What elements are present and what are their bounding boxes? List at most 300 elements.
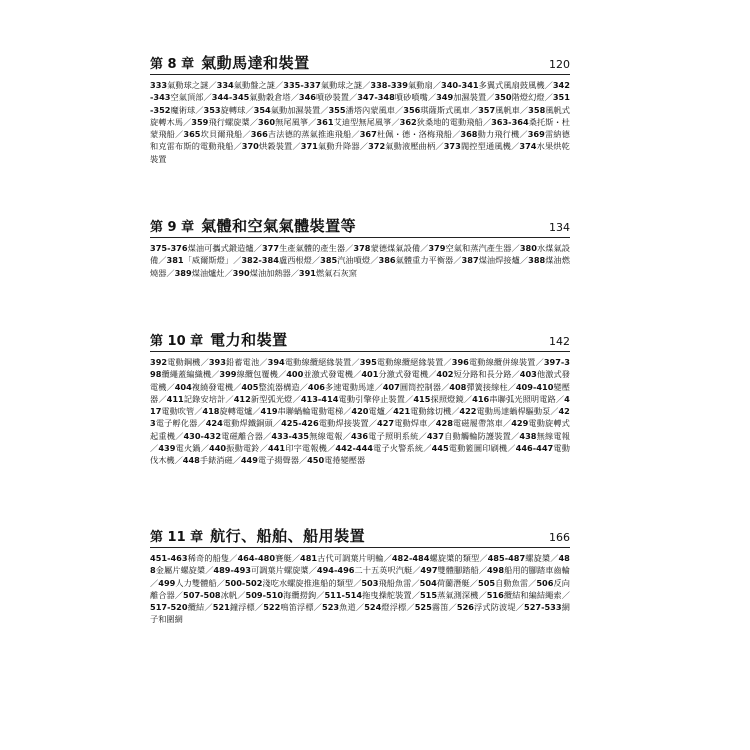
chapter-title: 航行、船舶、船用裝置 bbox=[210, 527, 366, 545]
entry-title: 二十五英呎汽艇 bbox=[354, 565, 413, 576]
entry-separator: ／ bbox=[195, 104, 204, 115]
entry-title: 煤油焊接爐 bbox=[478, 255, 520, 266]
entry-title: 螺旋槳 bbox=[525, 553, 551, 563]
entry-number: 400 bbox=[286, 369, 304, 380]
entry-separator: ／ bbox=[166, 267, 175, 278]
entry-number: 354 bbox=[253, 104, 271, 115]
toc-entry bbox=[183, 590, 237, 600]
entry-title: 電動焊車 bbox=[394, 418, 428, 429]
entry-number: 360 bbox=[257, 116, 276, 127]
entry-separator: ／ bbox=[511, 243, 520, 253]
entry-title: 自動觸輪防護裝置 bbox=[443, 430, 512, 441]
entry-title: 生產氣體的產生器 bbox=[279, 243, 346, 253]
entry-number: 437 bbox=[426, 430, 444, 441]
entry-number: 333 bbox=[150, 80, 168, 90]
toc-entry bbox=[183, 431, 263, 441]
toc-entry bbox=[379, 255, 454, 265]
entry-number: 433-435 bbox=[271, 430, 310, 441]
chapter-title: 電力和裝置 bbox=[210, 331, 288, 349]
entry-separator: ／ bbox=[211, 369, 220, 380]
entry-separator: ／ bbox=[519, 129, 528, 140]
entry-separator: ／ bbox=[200, 443, 210, 454]
entry-number: 489-493 bbox=[213, 565, 251, 576]
entry-number: 482-484 bbox=[391, 553, 430, 563]
entry-number: 450 bbox=[307, 455, 325, 466]
entry-separator: ／ bbox=[174, 589, 184, 600]
toc-entry bbox=[432, 443, 508, 453]
entry-title: 複繞發電機 bbox=[191, 381, 234, 392]
entry-title: 氣動球之謎 bbox=[167, 80, 209, 90]
entry-number: 464-480 bbox=[237, 553, 276, 563]
entry-separator: ／ bbox=[507, 381, 516, 392]
toc-entry bbox=[452, 357, 536, 367]
entry-separator: ／ bbox=[263, 430, 272, 441]
entry-separator: ／ bbox=[197, 418, 206, 429]
toc-entry bbox=[268, 443, 327, 453]
toc-entry bbox=[360, 357, 444, 367]
entry-title: 纜結 bbox=[187, 602, 205, 613]
toc-entry bbox=[262, 243, 345, 253]
entry-title: 蒸氣測深機 bbox=[437, 589, 479, 600]
entry-title: 新型弧光燈 bbox=[250, 393, 293, 404]
entry-number: 353 bbox=[203, 104, 221, 115]
chapter-header bbox=[150, 329, 570, 349]
toc-entry bbox=[436, 418, 503, 428]
entry-separator: ／ bbox=[208, 80, 217, 90]
toc-entry bbox=[158, 443, 200, 453]
entry-separator: ／ bbox=[452, 129, 461, 140]
entry-number: 344-345 bbox=[211, 92, 250, 103]
entry-number: 516 bbox=[486, 589, 504, 600]
toc-entry bbox=[183, 455, 233, 465]
toc-entry bbox=[494, 92, 544, 102]
entry-title: 無線電報 bbox=[309, 430, 343, 441]
entry-number: 388 bbox=[528, 255, 546, 266]
entry-number: 418 bbox=[202, 406, 220, 417]
entry-title: 電動馬達蝸桿驅動泵 bbox=[476, 406, 551, 417]
entry-title: 琪薩斯式風車 bbox=[420, 104, 470, 115]
entry-separator: ／ bbox=[443, 357, 452, 367]
entry-separator: ／ bbox=[311, 255, 321, 266]
entry-title: 「威爾斯燈」 bbox=[183, 255, 234, 266]
entry-separator: ／ bbox=[254, 602, 264, 613]
entry-number: 379 bbox=[428, 243, 446, 253]
entry-number: 436 bbox=[351, 430, 369, 441]
toc-entry bbox=[377, 418, 427, 428]
toc-entry bbox=[261, 406, 344, 416]
chapter-8 bbox=[150, 52, 570, 165]
entry-title: 噴砂噴嘴 bbox=[394, 92, 428, 103]
toc-entry bbox=[150, 602, 204, 612]
entry-separator: ／ bbox=[441, 381, 450, 392]
entry-number: 505 bbox=[478, 577, 496, 588]
toc-entry bbox=[324, 590, 411, 600]
entry-title: 短分路和長分路 bbox=[453, 369, 512, 380]
entry-title: 人力雙體船 bbox=[175, 577, 217, 588]
entry-title: 電動伐木機 bbox=[150, 443, 570, 466]
toc-entry bbox=[335, 443, 423, 453]
entry-separator: ／ bbox=[418, 430, 427, 441]
entry-title: 潘塔內蒙風車 bbox=[345, 104, 395, 115]
entry-number: 406 bbox=[307, 381, 325, 392]
toc-entry bbox=[167, 255, 234, 265]
toc-entry bbox=[212, 92, 291, 102]
chapter-10 bbox=[150, 329, 570, 467]
entry-number: 413-414 bbox=[300, 393, 339, 404]
entry-number: 395 bbox=[359, 357, 377, 367]
entry-title: 階燈幻燈 bbox=[511, 92, 545, 103]
entry-separator: ／ bbox=[411, 589, 420, 600]
toc-entry bbox=[370, 80, 432, 90]
entry-number: 481 bbox=[300, 553, 318, 563]
entry-title: 電磁離合器 bbox=[221, 430, 264, 441]
entry-number: 334 bbox=[216, 80, 234, 90]
entry-separator: ／ bbox=[224, 267, 233, 278]
entry-number: 369 bbox=[527, 129, 545, 140]
chapter-divider bbox=[150, 547, 570, 548]
toc-entry bbox=[413, 394, 463, 404]
entry-title: 電動旋轉式起重機 bbox=[150, 418, 570, 441]
entry-separator: ／ bbox=[550, 406, 559, 417]
toc-entry bbox=[436, 369, 511, 379]
entry-title: 煤油加熱器 bbox=[249, 267, 291, 278]
entry-number: 421 bbox=[393, 406, 411, 417]
entry-number: 420 bbox=[351, 406, 369, 417]
entry-separator: ／ bbox=[561, 589, 570, 600]
entry-title: 坎貝爾飛船 bbox=[200, 129, 243, 140]
entry-title: 並激式發電機 bbox=[303, 369, 354, 380]
entry-number: 338-339 bbox=[370, 80, 408, 90]
entry-number: 503 bbox=[361, 577, 379, 588]
entry-title: 氣動液壓曲柄 bbox=[385, 141, 436, 152]
toc-entry bbox=[307, 455, 365, 465]
chapter-header bbox=[150, 52, 570, 72]
entry-title: 風帆車 bbox=[495, 104, 520, 115]
chapter-divider bbox=[150, 74, 570, 75]
entry-title: 烘穀裝置 bbox=[258, 141, 293, 152]
entry-number: 507-508 bbox=[183, 589, 221, 600]
entry-number: 356 bbox=[403, 104, 421, 115]
entry-title: 金屬片螺旋槳 bbox=[155, 565, 206, 576]
entry-title: 霧笛 bbox=[431, 602, 449, 613]
entry-separator: ／ bbox=[511, 430, 520, 441]
toc-entry bbox=[457, 602, 516, 612]
entry-title: 加濕裝置 bbox=[453, 92, 487, 103]
entry-separator: ／ bbox=[463, 393, 473, 404]
entry-title: 串聯弧光照明電路 bbox=[489, 393, 556, 404]
entry-title: 反向離合器 bbox=[150, 577, 570, 600]
entry-separator: ／ bbox=[555, 393, 565, 404]
entry-title: 電動鋼機 bbox=[167, 357, 201, 367]
entry-title: 冰帆 bbox=[220, 589, 238, 600]
toc-entry bbox=[213, 565, 308, 575]
entry-number: 362 bbox=[399, 116, 417, 127]
toc-entry bbox=[283, 80, 362, 90]
entry-separator: ／ bbox=[290, 267, 299, 278]
chapter-11 bbox=[150, 525, 570, 626]
entry-title: 煤油爐灶 bbox=[191, 267, 225, 278]
entry-title: 串聯蝸輪電動電梯 bbox=[277, 406, 344, 417]
entry-separator: ／ bbox=[158, 255, 167, 266]
entry-number: 446-447 bbox=[515, 443, 554, 454]
entry-title: 旋轉電爐 bbox=[219, 406, 253, 417]
entry-title: 無尾風箏 bbox=[275, 116, 309, 127]
entry-title: 船用的腳踏車齒輪 bbox=[504, 565, 570, 576]
chapter-title: 氣動馬達和裝置 bbox=[201, 54, 310, 72]
entry-separator: ／ bbox=[233, 255, 242, 266]
toc-entry bbox=[263, 602, 313, 612]
entry-number: 485-487 bbox=[487, 553, 526, 563]
entry-separator: ／ bbox=[469, 577, 479, 588]
entry-title: 荷蘭潛艇 bbox=[436, 577, 470, 588]
toc-entry bbox=[460, 129, 519, 139]
entry-title: 鳴笛浮標 bbox=[280, 602, 314, 613]
entry-number: 412 bbox=[233, 393, 251, 404]
toc-entry bbox=[322, 602, 356, 612]
entry-separator: ／ bbox=[420, 243, 429, 253]
entry-separator: ／ bbox=[194, 406, 203, 417]
chapter-header bbox=[150, 525, 570, 545]
entry-number: 405 bbox=[241, 381, 259, 392]
chapter-header bbox=[150, 215, 570, 235]
entry-separator: ／ bbox=[292, 141, 301, 152]
entry-title: 氣動升降器 bbox=[317, 141, 360, 152]
entry-separator: ／ bbox=[395, 104, 404, 115]
entry-title: 記錄安培計 bbox=[183, 393, 226, 404]
toc-entry bbox=[361, 578, 411, 588]
toc-entry bbox=[392, 553, 479, 563]
toc-entry bbox=[351, 431, 418, 441]
toc-entry bbox=[420, 578, 470, 588]
entry-separator: ／ bbox=[427, 418, 436, 429]
toc-entry bbox=[268, 357, 352, 367]
entry-separator: ／ bbox=[272, 418, 282, 429]
entry-number: 387 bbox=[461, 255, 479, 266]
entry-separator: ／ bbox=[277, 369, 287, 380]
toc-entry bbox=[428, 243, 511, 253]
entry-title: 探照燈鏡 bbox=[430, 393, 464, 404]
entry-title: 電子照明系統 bbox=[368, 430, 419, 441]
entry-title: 杜佩・德・洛梅飛船 bbox=[376, 129, 453, 140]
toc-entry bbox=[393, 406, 451, 416]
entry-title: 電子揚聲器 bbox=[257, 455, 299, 466]
entry-separator: ／ bbox=[150, 577, 159, 588]
entry-number: 428 bbox=[435, 418, 453, 429]
toc-entry bbox=[308, 382, 375, 392]
entry-separator: ／ bbox=[528, 577, 537, 588]
entry-separator: ／ bbox=[351, 129, 360, 140]
chapter-number: 第 11 章 bbox=[150, 530, 204, 545]
entry-separator: ／ bbox=[383, 553, 392, 563]
toc-entry bbox=[217, 80, 275, 90]
entry-separator: ／ bbox=[435, 141, 444, 152]
entry-separator: ／ bbox=[253, 243, 262, 253]
entry-number: 370 bbox=[241, 141, 259, 152]
entry-title: 多翼式風扇鼓風機 bbox=[478, 80, 545, 90]
entry-separator: ／ bbox=[359, 141, 369, 152]
entry-number: 517-520 bbox=[150, 602, 188, 613]
entry-number: 357 bbox=[478, 104, 496, 115]
entry-title: 電捲變壓器 bbox=[324, 455, 366, 466]
toc-entry bbox=[225, 578, 353, 588]
toc-entry bbox=[316, 117, 391, 127]
entry-title: 電動吹管 bbox=[161, 406, 195, 417]
entry-number: 430-432 bbox=[183, 430, 222, 441]
entry-title: 分激式發電機 bbox=[378, 369, 429, 380]
entry-title: 纜繩蓋編織機 bbox=[161, 369, 212, 380]
entry-number: 349 bbox=[436, 92, 454, 103]
entry-number: 390 bbox=[232, 267, 250, 278]
entry-number: 522 bbox=[263, 602, 281, 613]
entry-title: 噴砂裝置 bbox=[315, 92, 349, 103]
entry-separator: ／ bbox=[203, 92, 212, 103]
entry-number: 429 bbox=[511, 418, 529, 429]
entry-number: 392 bbox=[150, 357, 168, 367]
entry-separator: ／ bbox=[259, 357, 268, 367]
entry-title: 飛船魚雷 bbox=[378, 577, 412, 588]
entry-separator: ／ bbox=[175, 430, 184, 441]
entry-separator: ／ bbox=[351, 357, 360, 367]
entry-separator: ／ bbox=[502, 418, 512, 429]
entry-number: 386 bbox=[378, 255, 396, 266]
entry-title: 自動魚雷 bbox=[495, 577, 529, 588]
entry-number: 361 bbox=[316, 116, 334, 127]
entry-title: 氣動加濕裝置 bbox=[270, 104, 321, 115]
toc-entry bbox=[206, 418, 273, 428]
entry-number: 409-410 bbox=[515, 381, 554, 392]
entry-separator: ／ bbox=[158, 393, 167, 404]
toc-entry bbox=[150, 243, 254, 253]
entry-title: 氣動穀倉塔 bbox=[249, 92, 291, 103]
toc-entry bbox=[364, 602, 406, 612]
entry-separator: ／ bbox=[290, 92, 299, 103]
entry-title: 稀奇的船隻 bbox=[187, 553, 230, 563]
entry-number: 378 bbox=[353, 243, 371, 253]
entry-title: 電磁履帶煞車 bbox=[452, 418, 503, 429]
toc-entry bbox=[519, 431, 570, 441]
toc-entry bbox=[300, 553, 384, 563]
chapter-number: 第 8 章 bbox=[150, 57, 195, 72]
entry-title: 盧西根燈 bbox=[278, 255, 312, 266]
entry-number: 347-348 bbox=[357, 92, 395, 103]
entry-separator: ／ bbox=[342, 430, 352, 441]
toc-entry bbox=[254, 105, 321, 115]
entry-title: 他激式發電機 bbox=[150, 369, 570, 392]
entry-separator: ／ bbox=[308, 565, 317, 576]
toc-entry bbox=[420, 565, 478, 575]
entry-separator: ／ bbox=[291, 553, 301, 563]
entry-separator: ／ bbox=[368, 418, 378, 429]
entry-number: 372 bbox=[368, 141, 386, 152]
toc-entry bbox=[150, 553, 229, 563]
toc-entry bbox=[320, 255, 370, 265]
entry-separator: ／ bbox=[225, 393, 234, 404]
entry-title: 可調葉片螺旋槳 bbox=[250, 565, 309, 576]
entry-separator: ／ bbox=[298, 455, 308, 466]
entry-title: 電動焊鐵銅頭 bbox=[222, 418, 273, 429]
chapter-page-number: 134 bbox=[549, 221, 570, 234]
toc-entry bbox=[449, 382, 507, 392]
entry-separator: ／ bbox=[451, 406, 460, 417]
entry-separator: ／ bbox=[205, 565, 214, 576]
entry-number: 525 bbox=[414, 602, 432, 613]
entry-title: 無線電報 bbox=[536, 430, 570, 441]
entry-number: 389 bbox=[174, 267, 192, 278]
entry-separator: ／ bbox=[406, 602, 415, 613]
toc-entry bbox=[488, 553, 551, 563]
entry-title: 變壓器 bbox=[150, 381, 570, 404]
toc-entry bbox=[150, 357, 200, 367]
entry-title: 印字電報機 bbox=[285, 443, 328, 454]
entry-number: 402 bbox=[436, 369, 454, 380]
entry-number: 500-502 bbox=[224, 577, 263, 588]
entry-separator: ／ bbox=[233, 381, 242, 392]
entry-separator: ／ bbox=[405, 393, 414, 404]
entry-separator: ／ bbox=[353, 577, 362, 588]
entry-number: 367 bbox=[359, 129, 377, 140]
toc-entry bbox=[487, 590, 562, 600]
entry-title: 纜結和編結繩索 bbox=[503, 589, 562, 600]
entry-number: 442-444 bbox=[335, 443, 373, 454]
entry-number: 498 bbox=[486, 565, 505, 576]
entry-title: 古代可調葉片明輪 bbox=[317, 553, 384, 563]
entry-title: 電動引擎停止裝置 bbox=[338, 393, 406, 404]
entry-title: 網子和圍網 bbox=[150, 602, 570, 625]
entry-title: 動力飛行機 bbox=[477, 129, 520, 140]
entry-separator: ／ bbox=[544, 80, 553, 90]
entry-number: 394 bbox=[267, 357, 285, 367]
entry-separator: ／ bbox=[550, 553, 559, 563]
entry-separator: ／ bbox=[229, 553, 238, 563]
toc-entry bbox=[234, 394, 293, 404]
entry-separator: ／ bbox=[204, 602, 213, 613]
entry-separator: ／ bbox=[370, 255, 379, 266]
entry-separator: ／ bbox=[200, 357, 209, 367]
entry-separator: ／ bbox=[511, 369, 520, 380]
toc-entry bbox=[351, 406, 385, 416]
entry-separator: ／ bbox=[183, 116, 192, 127]
entry-separator: ／ bbox=[374, 381, 383, 392]
toc-entry bbox=[175, 268, 225, 278]
toc-entry bbox=[258, 117, 308, 127]
entry-number: 411 bbox=[166, 393, 184, 404]
entry-title: 艾迪型無尾風箏 bbox=[333, 116, 392, 127]
entry-number: 441 bbox=[268, 443, 286, 454]
entry-separator: ／ bbox=[166, 381, 175, 392]
toc-entry bbox=[209, 443, 260, 453]
entry-number: 365 bbox=[183, 129, 201, 140]
entry-number: 363-364 bbox=[491, 116, 529, 127]
entry-separator: ／ bbox=[308, 116, 317, 127]
toc-entry bbox=[487, 565, 570, 575]
toc-entry bbox=[360, 129, 452, 139]
entry-title: 魔術球 bbox=[170, 104, 196, 115]
entry-title: 振動電鈴 bbox=[226, 443, 260, 454]
entry-separator: ／ bbox=[427, 92, 437, 103]
chapter-9 bbox=[150, 215, 570, 279]
entry-number: 404 bbox=[174, 381, 192, 392]
toc-entry bbox=[299, 268, 357, 278]
entry-number: 448 bbox=[182, 455, 200, 466]
entry-number: 494-496 bbox=[316, 565, 355, 576]
entry-title: 賽艇 bbox=[275, 553, 292, 563]
chapter-page-number: 120 bbox=[549, 58, 570, 71]
toc-entry bbox=[237, 553, 291, 563]
toc-entry bbox=[472, 394, 556, 404]
entry-number: 335-337 bbox=[283, 80, 321, 90]
entry-title: 空氣和蒸汽產生器 bbox=[445, 243, 512, 253]
entry-number: 423 bbox=[150, 406, 570, 429]
